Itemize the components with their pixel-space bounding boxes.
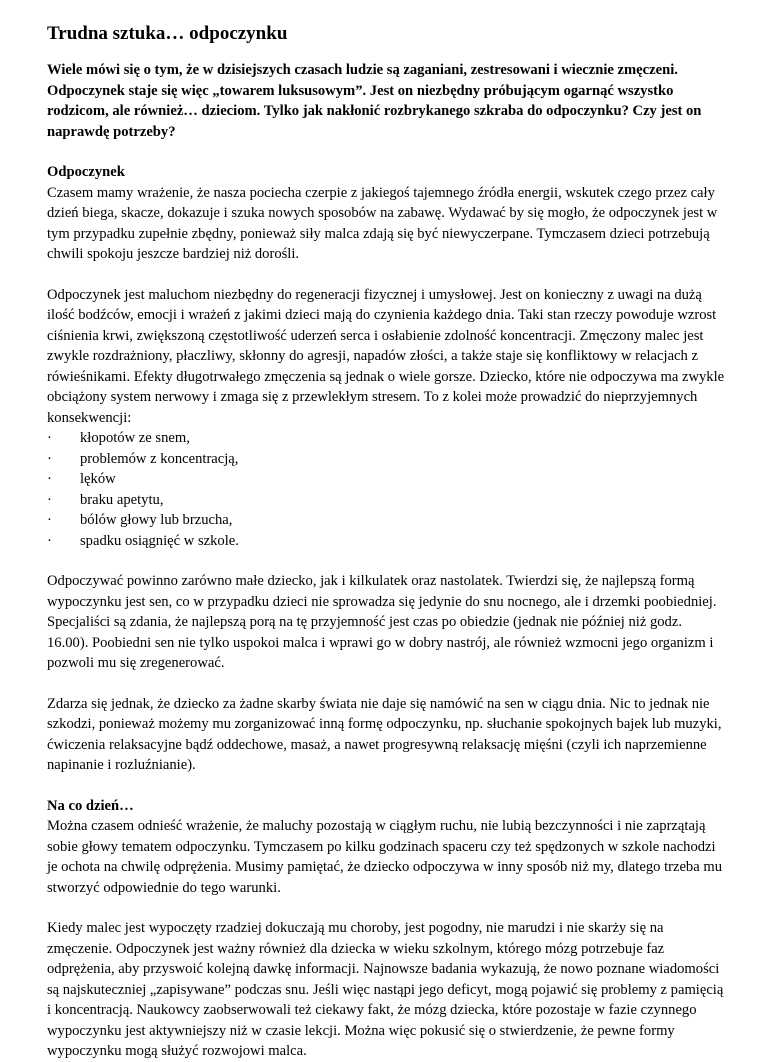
paragraph: Kiedy malec jest wypoczęty rzadziej dokuczają mu choroby, jest pogodny, nie marudzi i nie skarży się na zmęczenie. Odpoczynek jest ważny również dla dziecka w wieku szkolnym, którego mózg potrzebuje faz odprężenia, aby przyswoić kolejną dawkę informacji. Najnowsze badania wykazują, że nowo poznane wiadomości są najskuteczniej „zapisywane” podczas snu. Jeśli więc nastąpi jego deficyt, mogą pojawić się problemy z pamięcią i koncentracją. Naukowcy zaobserwowali też ciekawy fakt, że mózg dziecka, które pozostaje w fazie czynnego wypoczynku jest aktywniejszy niż w czasie lekcji. Można więc pokusić się o stwierdzenie, że pewne formy wypoczynku mogą służyć rozwojowi malca. [47,920,724,1059]
bullet-marker: · [47,450,52,467]
list-item [47,510,726,531]
list-item [47,490,726,511]
paragraph: Zdarza się jednak, że dziecko za żadne skarby świata nie daje się namówić na sen w ciągu dnia. Nic to jednak nie szkodzi, ponieważ możemy mu zorganizować inną formę odpoczynku, np. słuchanie spokojnych bajek lub muzyki, ćwiczenia relaksacyjne bądź oddechowe, masaż, a nawet progresywną relaksację mięśni (czyli ich naprzemienne napinanie i rozluźnianie). [47,695,722,773]
section-heading-odpoczynek: Odpoczynek [47,164,125,180]
list-item-text: braku apetytu, [80,491,164,508]
paragraph: Odpoczynek jest maluchom niezbędny do regeneracji fizycznej i umysłowej. Jest on konieczny z uwagi na dużą ilość bodźców, emocji i wrażeń z jakimi dzieci mają do czynienia każdego dnia. Taki stan rzeczy powoduje wzrost ciśnienia krwi, zwiększoną częstotliwość uderzeń serca i osłabienie zdolność koncentracji. Zmęczony malec jest zwykle rozdrażniony, płaczliwy, skłonny do agresji, napadów złości, a także staje się konfliktowy w relacjach z rówieśnikami. Efekty długotrwałego zmęczenia są jednak o wiele gorsze. Dziecko, które nie odpoczywa ma zwykle obciążony system nerwowy i zmaga się z przewlekłym stresem. To z kolei może prowadzić do nieprzyjemnych konsekwencji: [47,286,725,426]
list-item-text: kłopotów ze snem, [80,430,190,446]
list-item [47,469,726,490]
consequences-list [47,428,726,551]
list-item [47,428,726,449]
bullet-marker: · [47,491,52,508]
list-item [47,449,726,470]
list-item-text: bólów głowy lub brzucha, [80,512,233,528]
bullet-marker: · [47,512,52,528]
bullet-marker: · [47,532,52,549]
section-heading-na-co-dzien: Na co dzień… [47,797,134,814]
list-item-text: spadku osiągnięć w szkole. [80,532,239,549]
lead-paragraph: Wiele mówi się o tym, że w dzisiejszych czasach ludzie są zaganiani, zestresowani i wiecznie zmęczeni. Odpoczynek staje się więc „towarem luksusowym”. Jest on niezbędny próbującym ogarnąć wszystko rodzicom, ale również… dzieciom. Tylko jak nakłonić rozbrykanego szkraba do odpoczynku? Czy jest on naprawdę potrzeby? [47,62,702,140]
list-item [47,531,726,552]
paragraph: Można czasem odnieść wrażenie, że maluchy pozostają w ciągłym ruchu, nie lubią bezczynności i nie zaprzątają sobie głowy tematem odpoczynku. Tymczasem po kilku godzinach spaceru czy też spędzonych w szkole nachodzi je ochota na chwilę odprężenia. Musimy pamiętać, że dziecko odpoczywa w inny sposób niż my, dlatego trzeba mu stworzyć odpowiednie do tego warunki. [47,818,723,896]
list-item-text: lęków [80,471,116,487]
bullet-marker: · [47,430,52,446]
paragraph: Odpoczywać powinno zarówno małe dziecko, jak i kilkulatek oraz nastolatek. Twierdzi się, że najlepszą formą wypoczynku jest sen, co w przypadku dzieci nie sprowadza się jedynie do snu nocnego, ale i drzemki poobiedniej. Specjaliści są zdania, że najlepszą porą na tę przyjemność jest czas po obiedzie (jednak nie później niż godz. 16.00). Poobiedni sen nie tylko uspokoi malca i wprawi go w dobry nastrój, ale również wzmocni jego organizm i pozwoli mu się zregenerować. [47,573,717,671]
paragraph: Czasem mamy wrażenie, że nasza pociecha czerpie z jakiegoś tajemnego źródła energii, wskutek czego przez cały dzień biega, skacze, dokazuje i szuka nowych sposobów na zabawę. Wydawać by się mogło, że odpoczynek jest w tym przypadku zupełnie zbędny, ponieważ siły malca zdają się być niewyczerpane. Tymczasem dzieci potrzebują chwili spokoju jeszcze bardziej niż dorośli. [47,184,718,262]
page-title: Trudna sztuka… odpoczynku [47,23,288,44]
bullet-marker: · [47,471,52,487]
list-item-text: problemów z koncentracją, [80,450,239,467]
